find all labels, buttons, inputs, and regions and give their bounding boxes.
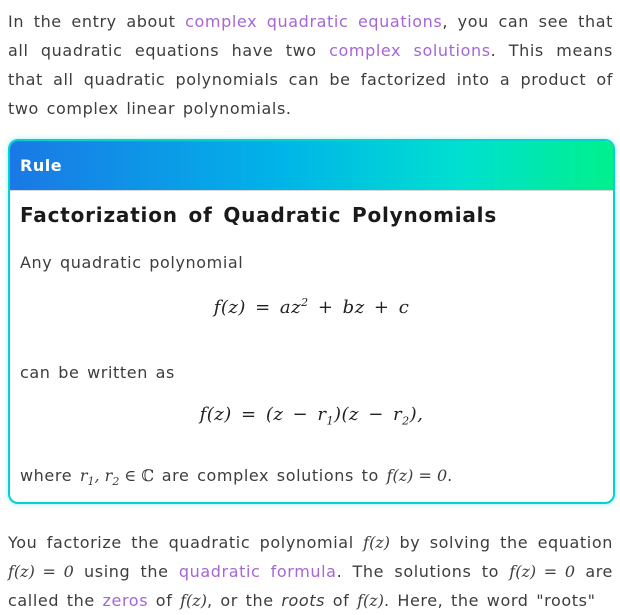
- equation-part: = az: [255, 297, 302, 318]
- equation-part: f(z): [213, 297, 246, 318]
- equation-subscript: 1: [326, 414, 334, 428]
- equation-subscript: 2: [402, 414, 410, 428]
- rule-header: [10, 141, 613, 191]
- intro-paragraph: [8, 7, 613, 123]
- math-inline: f(z): [363, 533, 391, 552]
- rule-text-part: are complex solutions to: [154, 466, 387, 485]
- outro-text: using the: [73, 562, 179, 581]
- rule-label: Rule: [20, 156, 63, 175]
- rule-text-where: [20, 466, 453, 488]
- math-equation-inline: f(z) = 0: [386, 466, 448, 485]
- outro-text: You factorize the quadratic polynomial: [8, 533, 364, 552]
- intro-text: In the entry about: [8, 12, 186, 31]
- rule-box: [8, 139, 615, 504]
- equation-part: )(z − r: [333, 404, 403, 425]
- link-complex-solutions[interactable]: complex solutions: [329, 41, 491, 60]
- rule-text-intro: Any quadratic polynomial: [20, 253, 244, 272]
- rule-title: Factorization of Quadratic Polynomials: [20, 203, 498, 227]
- math-inline: f(z) = 0: [8, 562, 74, 581]
- outro-text: of: [325, 591, 358, 610]
- outro-text: . The solutions to: [336, 562, 510, 581]
- outro-paragraph: [8, 528, 613, 615]
- emphasis-roots: roots: [281, 591, 326, 610]
- rule-text-written-as: can be written as: [20, 363, 175, 382]
- math-inline: f(z): [180, 591, 207, 610]
- intro-text: . This means that all quadratic polynomials can be factorized into a product of two complex linear polynomials.: [8, 41, 613, 118]
- outro-text: are called the: [8, 562, 613, 610]
- rule-text-part: .: [447, 466, 453, 485]
- link-zeros[interactable]: zeros: [102, 591, 149, 610]
- equation-part: ),: [409, 404, 424, 425]
- outro-text: of: [148, 591, 181, 610]
- outro-text: , or the: [206, 591, 282, 610]
- math-inline: f(z): [357, 591, 384, 610]
- link-quadratic-formula[interactable]: quadratic formula: [178, 562, 337, 581]
- equation-factorized: [10, 404, 613, 428]
- rule-text-part: where: [20, 466, 80, 485]
- equation-part: f(z) = (z − r: [199, 404, 327, 425]
- equation-exponent: 2: [301, 296, 309, 309]
- outro-text: . Here, the word "roots": [383, 591, 596, 610]
- intro-text: , you can see that all quadratic equations have two: [8, 12, 613, 60]
- math-roots: $r_1$, $r_2$ ∈ ℂ: [79, 466, 155, 489]
- equation-quadratic-polynomial: [10, 296, 613, 318]
- link-complex-quadratic-equations[interactable]: complex quadratic equations: [185, 12, 443, 31]
- math-inline: f(z) = 0: [509, 562, 576, 581]
- equation-part: + bz + c: [308, 297, 410, 318]
- outro-text: by solving the equation: [390, 533, 613, 552]
